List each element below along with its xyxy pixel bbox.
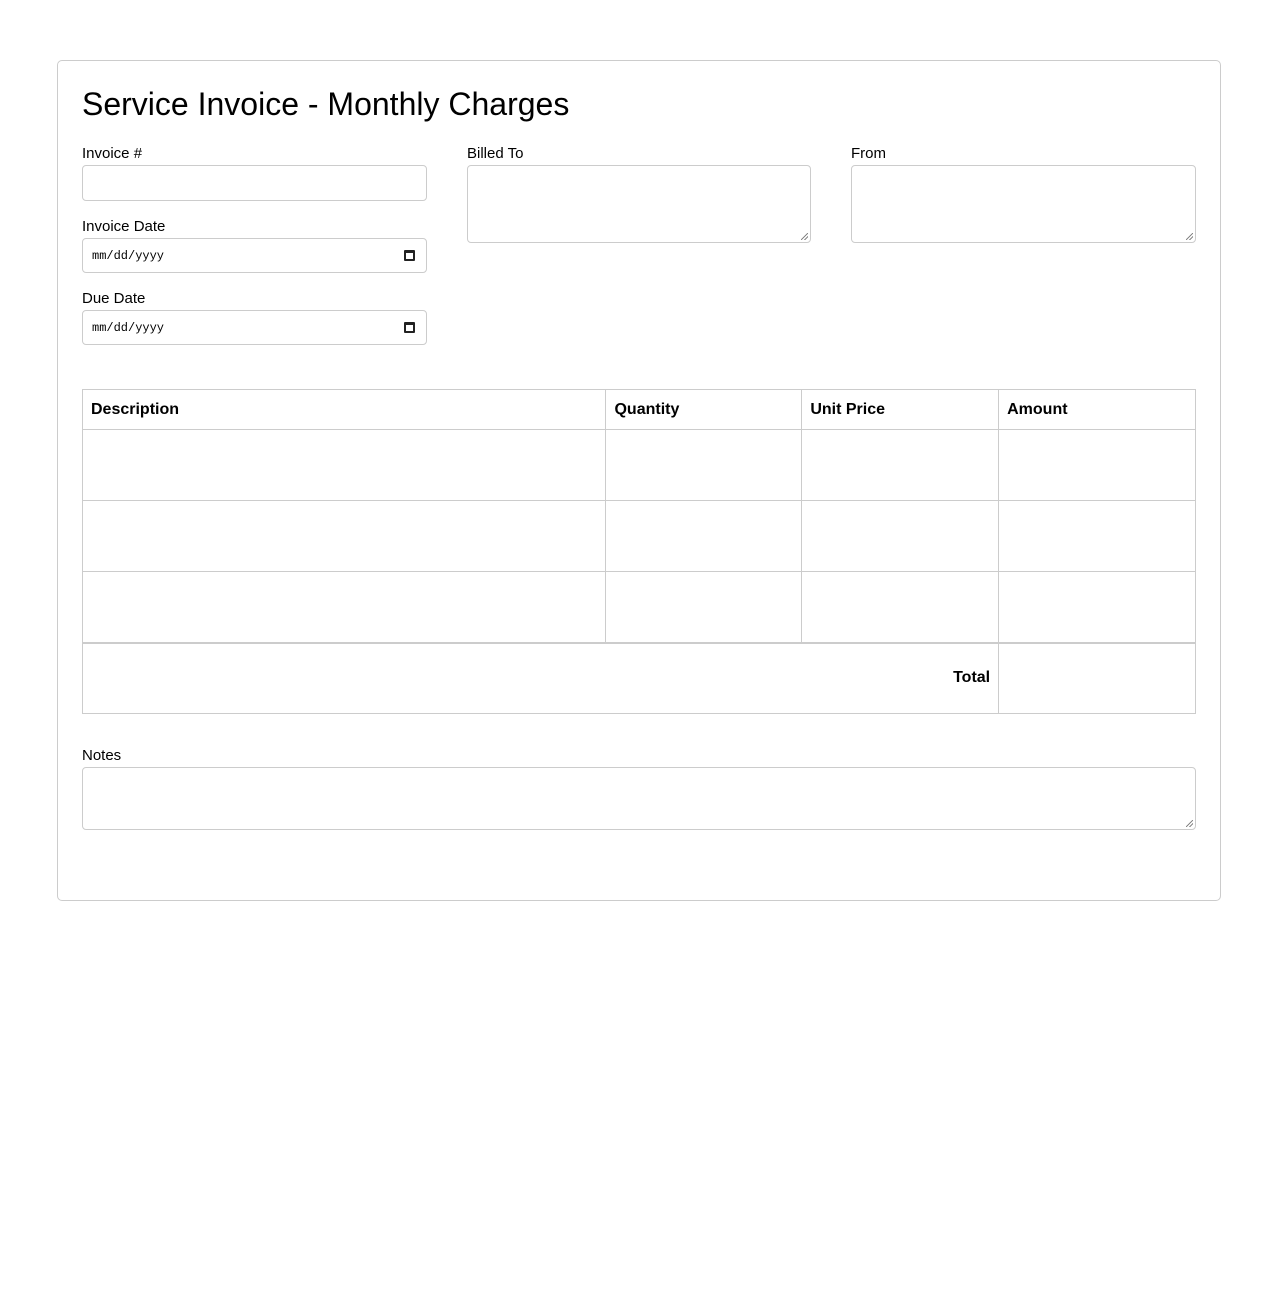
amount-cell[interactable]	[999, 501, 1196, 572]
table-row	[83, 501, 1196, 572]
description-cell[interactable]	[83, 430, 606, 501]
notes-section	[82, 747, 1196, 847]
table-row	[83, 430, 1196, 501]
header-unit-price: Unit Price	[802, 390, 999, 430]
invoice-card	[57, 60, 1221, 901]
notes-textarea[interactable]	[82, 767, 1196, 830]
header-description: Description	[83, 390, 606, 430]
table-header-row	[83, 390, 1196, 430]
billed-to-label: Billed To	[467, 145, 524, 162]
unit-price-cell[interactable]	[802, 501, 999, 572]
total-label: Total	[83, 643, 999, 714]
line-items-table	[82, 389, 1196, 714]
from-column	[851, 145, 1196, 260]
billed-to-textarea[interactable]	[467, 165, 811, 243]
description-cell[interactable]	[83, 572, 606, 643]
amount-cell[interactable]	[999, 572, 1196, 643]
unit-price-cell[interactable]	[802, 572, 999, 643]
invoice-meta-column	[82, 145, 427, 362]
quantity-cell[interactable]	[606, 430, 802, 501]
calendar-icon[interactable]	[404, 250, 415, 261]
invoice-date-input[interactable]	[82, 238, 427, 273]
total-value[interactable]	[999, 643, 1196, 714]
calendar-icon[interactable]	[404, 322, 415, 333]
from-label: From	[851, 145, 886, 162]
quantity-cell[interactable]	[606, 501, 802, 572]
table-row	[83, 572, 1196, 643]
invoice-date-label: Invoice Date	[82, 218, 166, 235]
total-row	[83, 643, 1196, 714]
from-textarea[interactable]	[851, 165, 1196, 243]
unit-price-cell[interactable]	[802, 430, 999, 501]
header-quantity: Quantity	[606, 390, 802, 430]
description-cell[interactable]	[83, 501, 606, 572]
page-title: Service Invoice - Monthly Charges	[82, 86, 570, 122]
quantity-cell[interactable]	[606, 572, 802, 643]
header-amount: Amount	[999, 390, 1196, 430]
notes-label: Notes	[82, 747, 122, 764]
due-date-input[interactable]	[82, 310, 427, 345]
due-date-placeholder: mm/dd/yyyy	[92, 321, 165, 335]
invoice-number-input[interactable]	[82, 165, 427, 201]
invoice-date-placeholder: mm/dd/yyyy	[92, 249, 165, 263]
billed-to-column	[467, 145, 811, 260]
resize-handle-icon[interactable]	[801, 233, 808, 240]
resize-handle-icon[interactable]	[1186, 820, 1193, 827]
invoice-number-label: Invoice #	[82, 145, 143, 162]
resize-handle-icon[interactable]	[1186, 233, 1193, 240]
amount-cell[interactable]	[999, 430, 1196, 501]
due-date-label: Due Date	[82, 290, 146, 307]
